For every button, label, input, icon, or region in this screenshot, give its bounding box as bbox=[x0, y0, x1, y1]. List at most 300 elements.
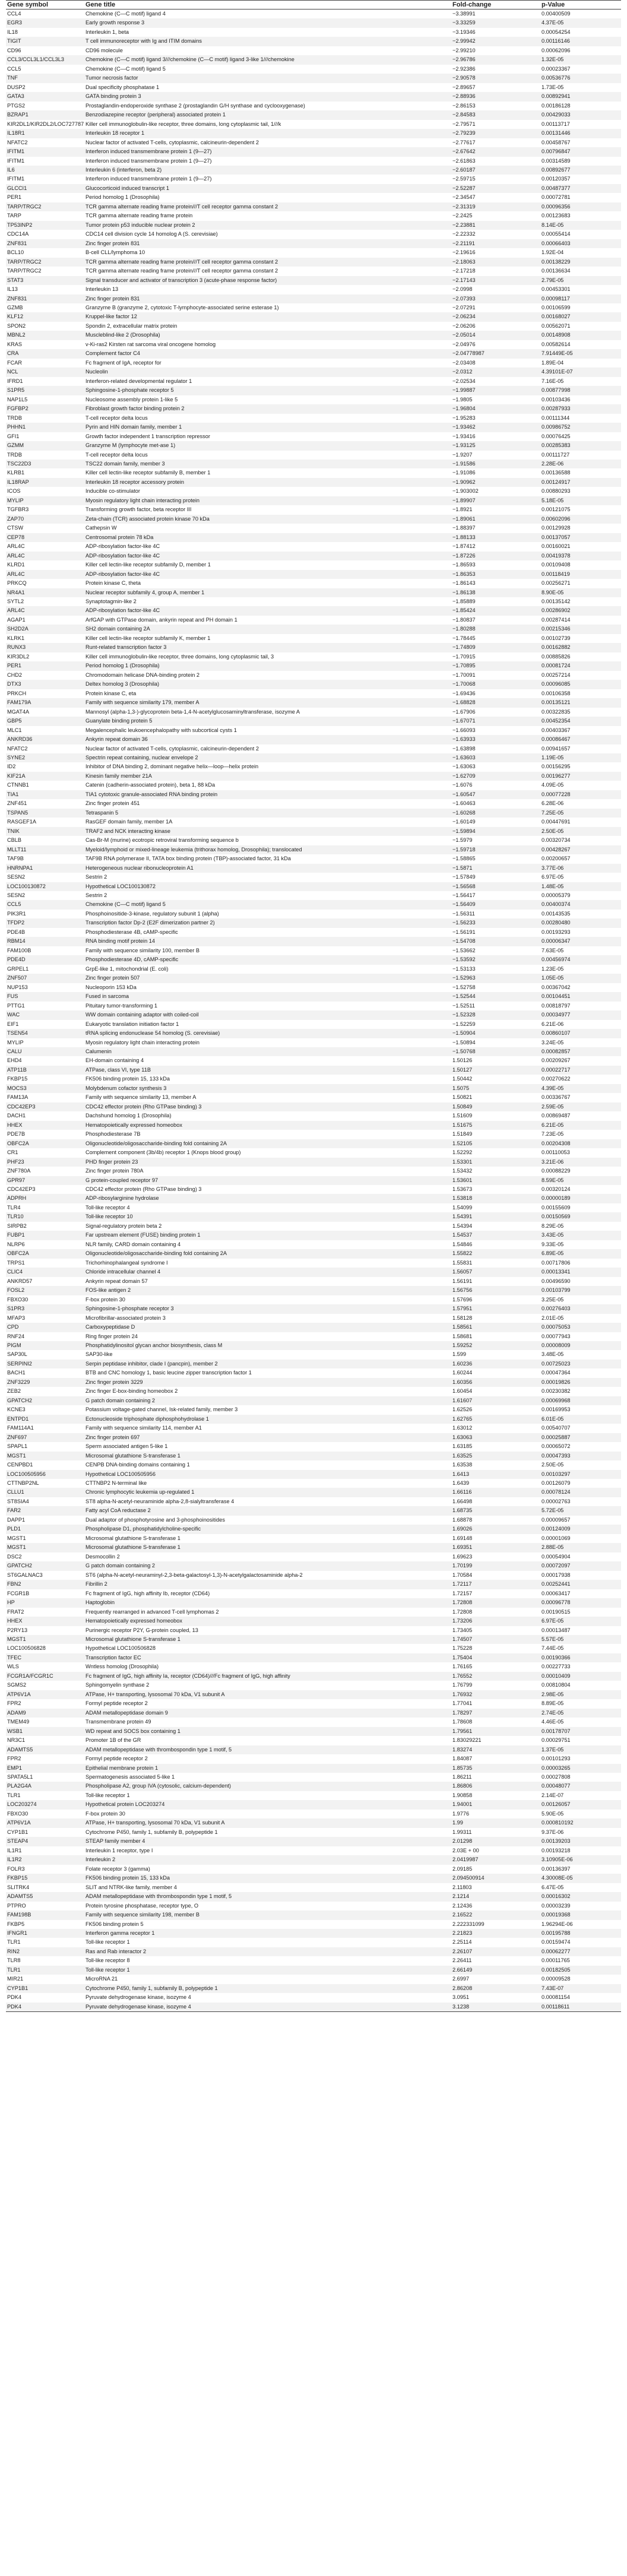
table-row bbox=[6, 1644, 621, 1653]
cell-gene-title: Chromodomain helicase DNA-binding protein 2 bbox=[86, 671, 200, 678]
cell-fold-change: −1.90962 bbox=[451, 478, 540, 487]
cell-p-value: 0.00029751 bbox=[542, 1737, 571, 1744]
table-row bbox=[6, 781, 621, 790]
cell-fold-change: −1.60547 bbox=[451, 790, 540, 799]
cell-gene-title: Calumenin bbox=[84, 1047, 451, 1056]
cell-gene-symbol: PDE4B bbox=[7, 929, 26, 935]
cell-fold-change: −1.85424 bbox=[451, 606, 540, 615]
table-row bbox=[6, 258, 621, 267]
cell-gene-title: Chloride intracellular channel 4 bbox=[84, 1268, 451, 1276]
table-row bbox=[6, 202, 621, 211]
cell-gene-symbol: ARL4C bbox=[6, 552, 84, 560]
table-row bbox=[6, 1212, 621, 1221]
table-row bbox=[6, 1222, 621, 1231]
cell-gene-title: MicroRNA 21 bbox=[86, 1976, 118, 1982]
cell-p-value: 1.92E-04 bbox=[542, 249, 564, 256]
cell-p-value: 8.14E-05 bbox=[540, 221, 621, 230]
table-row bbox=[6, 1259, 621, 1268]
cell-gene-symbol: IFITM1 bbox=[7, 157, 25, 164]
cell-p-value: 0.00200657 bbox=[542, 856, 571, 862]
cell-fold-change: 1.72808 bbox=[452, 1608, 473, 1615]
table-row bbox=[6, 9, 621, 19]
cell-gene-symbol: TFEC bbox=[6, 1653, 84, 1662]
cell-gene-symbol: ARL4C bbox=[7, 543, 25, 550]
table-row bbox=[6, 1865, 621, 1874]
cell-gene-title: ATPase, H+ transporting, lysosomal 70 kDa, V1 subunit A bbox=[84, 1690, 451, 1699]
table-row bbox=[6, 1194, 621, 1203]
cell-fold-change: −1.93462 bbox=[451, 423, 540, 432]
cell-fold-change: 1.56057 bbox=[451, 1268, 540, 1276]
cell-fold-change: 1.50442 bbox=[452, 1076, 473, 1082]
cell-gene-title: Toll-like receptor 1 bbox=[84, 1966, 451, 1975]
cell-gene-title: Period homolog 1 (Drosophila) bbox=[84, 661, 451, 670]
cell-gene-title: FOS-like antigen 2 bbox=[84, 1286, 451, 1295]
cell-fold-change: 2.66149 bbox=[451, 1966, 540, 1975]
cell-gene-title: Microsomal glutathione S-transferase 1 bbox=[86, 1535, 180, 1541]
table-row bbox=[6, 1736, 621, 1745]
cell-gene-title: Interferon gamma receptor 1 bbox=[84, 1929, 451, 1938]
cell-gene-symbol: FBN2 bbox=[6, 1580, 84, 1589]
cell-fold-change: 1.54846 bbox=[452, 1241, 473, 1247]
cell-gene-symbol: LOC203274 bbox=[6, 1800, 84, 1809]
cell-gene-symbol: EHD4 bbox=[7, 1057, 22, 1064]
cell-p-value: 0.00063417 bbox=[542, 1590, 571, 1596]
cell-gene-title: Transforming growth factor, beta receptor III bbox=[86, 506, 192, 513]
table-row bbox=[6, 1139, 621, 1148]
cell-p-value: 0.00429033 bbox=[540, 110, 621, 119]
cell-fold-change: −1.91086 bbox=[452, 470, 476, 476]
cell-fold-change: −1.52511 bbox=[452, 1002, 475, 1009]
cell-p-value: 0.00941657 bbox=[542, 745, 571, 752]
cell-fold-change: −1.70068 bbox=[451, 680, 540, 689]
cell-fold-change: 1.599 bbox=[452, 1351, 466, 1358]
cell-p-value: 0.00159474 bbox=[542, 1939, 571, 1946]
cell-gene-symbol: OBFC2A bbox=[6, 1139, 84, 1148]
table-row bbox=[6, 762, 621, 771]
table-row bbox=[6, 900, 621, 909]
cell-gene-title: Far upstream element (FUSE) binding protein 1 bbox=[84, 1231, 451, 1240]
cell-gene-title: Wntless homolog (Drosophila) bbox=[86, 1664, 159, 1670]
cell-gene-title: Sphingomyelin synthase 2 bbox=[86, 1682, 150, 1688]
cell-p-value: 0.00452354 bbox=[540, 717, 621, 725]
cell-gene-title: CENPB DNA-binding domains containing 1 bbox=[86, 1462, 190, 1468]
cell-fold-change: −1.63898 bbox=[452, 745, 476, 752]
cell-fold-change: −1.63063 bbox=[452, 763, 476, 770]
cell-fold-change: 2.03E + 00 bbox=[452, 1847, 479, 1853]
cell-gene-title: Myeloid/lymphoid or mixed-lineage leukemia (trithorax homolog, Drosophila); translocated bbox=[84, 845, 451, 854]
cell-gene-title: Megalencephalic leukoencephalopathy with subcortical cysts 1 bbox=[86, 727, 237, 733]
cell-gene-symbol: OBFC2A bbox=[6, 1249, 84, 1258]
cell-p-value: 0.00818797 bbox=[542, 1002, 571, 1009]
cell-gene-symbol: CTSW bbox=[7, 525, 24, 531]
cell-p-value: 3.48E-05 bbox=[542, 1351, 564, 1358]
cell-fold-change: −2.19616 bbox=[452, 249, 476, 256]
cell-gene-symbol: CTTNBP2NL bbox=[7, 1480, 39, 1486]
table-row bbox=[6, 1910, 621, 1919]
cell-p-value: 0.00013487 bbox=[542, 1627, 571, 1633]
cell-gene-symbol: PRKCQ bbox=[7, 580, 27, 587]
table-row bbox=[6, 1038, 621, 1047]
table-row bbox=[6, 55, 621, 64]
table-row bbox=[6, 451, 621, 460]
cell-fold-change: 1.63063 bbox=[451, 1433, 540, 1442]
cell-fold-change: −1.87226 bbox=[451, 552, 540, 560]
cell-gene-symbol: ATP11B bbox=[6, 1066, 84, 1075]
cell-gene-title: v-Ki-ras2 Kirsten rat sarcoma viral oncogene homolog bbox=[86, 341, 216, 347]
cell-p-value: 0.00725023 bbox=[540, 1360, 621, 1368]
cell-fold-change: −1.56409 bbox=[451, 900, 540, 909]
cell-gene-title: ADAM metallopeptidase with thrombospondin type 1 motif, 5 bbox=[84, 1745, 451, 1754]
cell-p-value: 0.00190366 bbox=[540, 1653, 621, 1662]
table-row bbox=[6, 423, 621, 432]
cell-gene-title: Desmocollin 2 bbox=[86, 1553, 120, 1560]
table-row bbox=[6, 1984, 621, 1993]
cell-gene-symbol: PHF23 bbox=[6, 1158, 84, 1167]
table-row bbox=[6, 404, 621, 413]
cell-p-value: 0.00096356 bbox=[540, 202, 621, 211]
table-row bbox=[6, 1240, 621, 1249]
cell-gene-title: Nucleoporin 153 kDa bbox=[86, 984, 137, 990]
cell-gene-title: Hematopoietically expressed homeobox bbox=[84, 1121, 451, 1130]
cell-gene-title: Family with sequence similarity 198, member B bbox=[84, 1910, 451, 1919]
cell-p-value: 2.50E-05 bbox=[540, 827, 621, 836]
cell-gene-title: ST8 alpha-N-acetyl-neuraminide alpha-2,8-sialyltransferase 4 bbox=[86, 1498, 235, 1504]
cell-gene-title: Hypothetical LOC100130872 bbox=[84, 882, 451, 891]
table-row bbox=[6, 772, 621, 781]
cell-p-value: 0.00054904 bbox=[542, 1553, 571, 1560]
table-row bbox=[6, 1727, 621, 1736]
table-row bbox=[6, 166, 621, 175]
cell-p-value: 0.00066403 bbox=[540, 239, 621, 248]
cell-gene-title: Zinc finger protein 451 bbox=[86, 800, 140, 807]
cell-p-value: 0.00135121 bbox=[540, 698, 621, 707]
cell-fold-change: −1.59718 bbox=[451, 845, 540, 854]
cell-fold-change: 1.83274 bbox=[451, 1745, 540, 1754]
cell-gene-symbol: ANKRD36 bbox=[6, 735, 84, 744]
table-row bbox=[6, 1360, 621, 1368]
cell-gene-title: Hypothetical LOC100506828 bbox=[86, 1645, 156, 1652]
cell-gene-title: CD96 molecule bbox=[86, 47, 123, 53]
cell-gene-title: Interferon induced transmembrane protein 1 (9—27) bbox=[84, 147, 451, 156]
cell-gene-title: FK506 binding protein 15, 133 kDa bbox=[84, 1874, 451, 1883]
cell-fold-change: −1.8921 bbox=[452, 506, 473, 513]
cell-fold-change: −2.99942 bbox=[451, 37, 540, 46]
cell-gene-symbol: NUP153 bbox=[7, 984, 28, 990]
cell-p-value: 0.00111344 bbox=[542, 414, 570, 421]
cell-p-value: 0.00447691 bbox=[542, 819, 571, 825]
table-row bbox=[6, 661, 621, 670]
cell-gene-symbol: PER1 bbox=[7, 194, 22, 201]
cell-p-value: 0.00230382 bbox=[542, 1388, 571, 1395]
cell-p-value: 7.23E-05 bbox=[542, 1131, 564, 1138]
cell-gene-symbol: SIRPB2 bbox=[7, 1222, 27, 1229]
cell-fold-change: 1.61607 bbox=[451, 1396, 540, 1405]
cell-gene-symbol: ST8SIA4 bbox=[7, 1498, 29, 1504]
cell-gene-symbol: MFAP3 bbox=[7, 1314, 26, 1321]
cell-gene-title: Chronic lymphocytic leukemia up-regulated 1 bbox=[84, 1488, 451, 1497]
cell-p-value: 0.00048077 bbox=[540, 1782, 621, 1791]
cell-p-value: 0.00002763 bbox=[542, 1498, 571, 1504]
cell-gene-title: Phospholipase A2, group IVA (cytosolic, calcium-dependent) bbox=[84, 1782, 451, 1791]
cell-gene-symbol: TLR1 bbox=[7, 1939, 21, 1946]
cell-p-value: 6.21E-06 bbox=[542, 1021, 564, 1027]
table-row bbox=[6, 1892, 621, 1901]
cell-gene-symbol: HHEX bbox=[6, 1617, 84, 1626]
table-row bbox=[6, 937, 621, 946]
table-row bbox=[6, 37, 621, 46]
cell-gene-title: ST6 (alpha-N-acetyl-neuraminyl-2,3-beta-galactosyl-1,3)-N-acetylgalactosaminide alpha-2 bbox=[86, 1571, 303, 1578]
cell-fold-change: 1.58128 bbox=[452, 1314, 473, 1321]
table-row bbox=[6, 1332, 621, 1341]
cell-p-value: 0.00131446 bbox=[540, 129, 621, 138]
table-row bbox=[6, 552, 621, 560]
cell-fold-change: 3.1238 bbox=[451, 2003, 540, 2012]
cell-fold-change: −2.18063 bbox=[451, 258, 540, 267]
cell-gene-symbol: TRDB bbox=[7, 451, 23, 458]
cell-gene-symbol: FCGR1B bbox=[7, 1590, 30, 1596]
table-row bbox=[6, 1754, 621, 1763]
table-row bbox=[6, 395, 621, 404]
table-row bbox=[6, 533, 621, 542]
table-row bbox=[6, 946, 621, 955]
cell-gene-symbol: CENPBD1 bbox=[7, 1462, 33, 1468]
table-row bbox=[6, 312, 621, 321]
cell-gene-title: Granzyme B (granzyme 2, cytotoxic T-lymphocyte-associated serine esterase 1) bbox=[86, 305, 279, 310]
table-row bbox=[6, 992, 621, 1001]
table-row bbox=[6, 2003, 621, 2012]
cell-fold-change: −1.56311 bbox=[452, 910, 475, 917]
cell-gene-title: Myosin regulatory light chain interacting protein bbox=[86, 1039, 200, 1045]
cell-fold-change: −2.67642 bbox=[451, 147, 540, 156]
cell-fold-change: −2.0312 bbox=[451, 367, 540, 376]
cell-gene-symbol: FUBP1 bbox=[6, 1231, 84, 1240]
table-row bbox=[6, 955, 621, 964]
cell-gene-symbol: PHHN1 bbox=[6, 423, 84, 432]
cell-p-value: 1.96294E-06 bbox=[542, 1921, 573, 1927]
cell-p-value: 0.00496590 bbox=[542, 1278, 571, 1284]
cell-gene-symbol: MYLIP bbox=[6, 496, 84, 505]
table-row bbox=[6, 560, 621, 569]
table-row bbox=[6, 65, 621, 74]
cell-gene-symbol: ZNF780A bbox=[7, 1168, 31, 1174]
cell-gene-symbol: TRPS1 bbox=[7, 1259, 25, 1266]
cell-gene-title: Zinc finger protein 507 bbox=[84, 974, 451, 983]
cell-gene-title: BTB and CNC homology 1, basic leucine zipper transcription factor 1 bbox=[86, 1370, 252, 1376]
table-row bbox=[6, 1277, 621, 1286]
cell-gene-symbol: WLS bbox=[7, 1664, 19, 1670]
cell-gene-symbol: PTTG1 bbox=[7, 1002, 25, 1009]
cell-p-value: 0.00178707 bbox=[540, 1727, 621, 1736]
table-row bbox=[6, 147, 621, 156]
table-row bbox=[6, 1709, 621, 1718]
cell-fold-change: −2.04778987 bbox=[451, 349, 540, 358]
cell-p-value: 1.89E-04 bbox=[542, 359, 564, 366]
cell-gene-title: Killer cell lectin-like receptor subfamily D, member 1 bbox=[86, 562, 211, 568]
cell-p-value: 0.00022717 bbox=[540, 1066, 621, 1075]
cell-gene-symbol: GPATCH2 bbox=[6, 1396, 84, 1405]
cell-p-value: 0.00034977 bbox=[540, 1010, 621, 1019]
cell-p-value: 0.00124009 bbox=[540, 1525, 621, 1533]
cell-p-value: 0.00717806 bbox=[542, 1259, 571, 1266]
cell-p-value: 0.00135142 bbox=[542, 598, 571, 604]
cell-gene-symbol: ADAM9 bbox=[6, 1709, 84, 1718]
cell-p-value: 0.00160021 bbox=[542, 543, 571, 550]
cell-gene-symbol: WSB1 bbox=[6, 1727, 84, 1736]
cell-fold-change: −1.86143 bbox=[452, 580, 476, 587]
cell-gene-title: Interleukin 13 bbox=[86, 286, 119, 293]
cell-gene-title: Phosphatidylinositol glycan anchor biosynthesis, class M bbox=[84, 1341, 451, 1350]
cell-p-value: 0.00227733 bbox=[542, 1664, 571, 1670]
cell-p-value: 0.00116146 bbox=[540, 37, 621, 46]
cell-gene-title: ADP-ribosylation factor-like 4C bbox=[84, 606, 451, 615]
cell-gene-symbol: FPR2 bbox=[7, 1700, 21, 1707]
table-row bbox=[6, 267, 621, 275]
cell-fold-change: −1.63603 bbox=[451, 753, 540, 762]
cell-fold-change: −1.9805 bbox=[452, 396, 473, 403]
table-row bbox=[6, 1341, 621, 1350]
cell-p-value: 7.25E-05 bbox=[540, 809, 621, 818]
cell-p-value: 0.00336767 bbox=[542, 1094, 571, 1101]
cell-gene-title: Mannosyl (alpha-1,3-)-glycoprotein beta-1,4-N-acetylglucosaminyltransferase, isozyme A bbox=[86, 708, 300, 715]
cell-gene-symbol: SPON2 bbox=[7, 322, 26, 329]
cell-p-value: 0.00885826 bbox=[542, 653, 571, 660]
cell-fold-change: −2.07393 bbox=[451, 294, 540, 303]
cell-gene-title: Killer cell immunoglobulin-like receptor, three domains, long cytoplasmic tail, 3 bbox=[86, 653, 274, 660]
cell-p-value: 0.00209267 bbox=[542, 1057, 571, 1064]
cell-fold-change: −2.88936 bbox=[451, 92, 540, 101]
table-row bbox=[6, 1745, 621, 1754]
table-row bbox=[6, 294, 621, 303]
cell-p-value: 5.90E-05 bbox=[542, 1810, 564, 1817]
cell-p-value: 0.00110053 bbox=[542, 1149, 570, 1156]
cell-gene-symbol: PIK3R1 bbox=[7, 910, 26, 917]
cell-gene-symbol: GBP5 bbox=[6, 717, 84, 725]
table-row bbox=[6, 46, 621, 55]
table-row bbox=[6, 928, 621, 937]
cell-p-value: 0.00196277 bbox=[540, 772, 621, 781]
cell-p-value: 0.00062277 bbox=[540, 1947, 621, 1956]
cell-gene-symbol: HP bbox=[6, 1598, 84, 1607]
cell-gene-title: Zinc finger protein 831 bbox=[84, 239, 451, 248]
cell-gene-title: Period homolog 1 (Drosophila) bbox=[86, 194, 160, 201]
cell-gene-title: Interleukin 6 (interferon, beta 2) bbox=[84, 166, 451, 175]
cell-gene-title: Cas-Br-M (murine) ecotropic retroviral transforming sequence b bbox=[86, 837, 239, 844]
cell-fold-change: −1.68828 bbox=[451, 698, 540, 707]
cell-fold-change: −2.90578 bbox=[451, 74, 540, 83]
cell-gene-symbol: CR1 bbox=[7, 1149, 18, 1156]
table-row bbox=[6, 239, 621, 248]
cell-fold-change: −1.53592 bbox=[451, 955, 540, 964]
cell-p-value: 0.00880293 bbox=[542, 488, 571, 495]
cell-fold-change: 1.62526 bbox=[452, 1406, 473, 1413]
cell-gene-symbol: CEP78 bbox=[6, 533, 84, 542]
cell-gene-title: TCR gamma alternate reading frame protein bbox=[86, 213, 193, 219]
table-row bbox=[6, 1405, 621, 1414]
cell-fold-change: 1.73405 bbox=[452, 1627, 473, 1633]
cell-fold-change: 3.0951 bbox=[452, 1994, 470, 2001]
table-row bbox=[6, 1782, 621, 1791]
cell-gene-title: Cytochrome P450, family 1, subfamily B, polypeptide 1 bbox=[84, 1984, 451, 1993]
cell-p-value: 0.00124917 bbox=[540, 478, 621, 487]
cell-gene-symbol: MGST1 bbox=[7, 1535, 26, 1541]
cell-gene-symbol: GZMB bbox=[7, 305, 23, 310]
cell-p-value: 0.00062096 bbox=[542, 47, 571, 53]
cell-gene-symbol: SPATA5L1 bbox=[7, 1774, 33, 1780]
cell-gene-title: FK506 binding protein 5 bbox=[86, 1921, 144, 1927]
cell-p-value: 0.00150569 bbox=[540, 1212, 621, 1221]
cell-fold-change: −1.56417 bbox=[452, 892, 476, 898]
cell-gene-title: B-cell CLL/lymphoma 10 bbox=[86, 249, 145, 256]
table-row bbox=[6, 891, 621, 900]
cell-fold-change: −2.03408 bbox=[452, 359, 476, 366]
cell-gene-symbol: KCNE3 bbox=[7, 1406, 26, 1413]
table-row bbox=[6, 854, 621, 863]
cell-p-value: 0.00017938 bbox=[542, 1571, 571, 1578]
cell-fold-change: −2.86153 bbox=[452, 102, 476, 109]
cell-gene-symbol: TFDP2 bbox=[6, 918, 84, 927]
cell-fold-change: 1.74507 bbox=[451, 1635, 540, 1644]
table-row bbox=[6, 1810, 621, 1818]
table-row bbox=[6, 487, 621, 496]
table-row bbox=[6, 367, 621, 376]
cell-gene-symbol: ARL4C bbox=[6, 570, 84, 579]
cell-gene-symbol: IL6 bbox=[6, 166, 84, 175]
cell-gene-title: TIA1 cytotoxic granule-associated RNA binding protein bbox=[84, 790, 451, 799]
cell-gene-symbol: DSC2 bbox=[7, 1553, 22, 1560]
cell-p-value: 5.18E-05 bbox=[540, 496, 621, 505]
cell-gene-symbol: FCAR bbox=[7, 359, 23, 366]
cell-fold-change: 1.57696 bbox=[452, 1296, 473, 1303]
cell-fold-change: 1.84087 bbox=[452, 1756, 473, 1762]
cell-fold-change: 1.63538 bbox=[452, 1462, 473, 1468]
cell-gene-title: Hypothetical protein LOC203274 bbox=[84, 1800, 451, 1809]
table-row bbox=[6, 1231, 621, 1240]
cell-gene-title: Toll-like receptor 4 bbox=[86, 1204, 130, 1211]
cell-gene-symbol: CCL5 bbox=[7, 65, 21, 72]
cell-gene-symbol: FGFBP2 bbox=[6, 404, 84, 413]
cell-p-value: 0.00136397 bbox=[542, 1865, 571, 1872]
cell-fold-change: 1.53601 bbox=[451, 1176, 540, 1185]
cell-p-value: 0.00003239 bbox=[542, 1902, 571, 1909]
cell-gene-title: Tumor protein p53 inducible nuclear protein 2 bbox=[84, 221, 451, 230]
cell-fold-change: 1.86211 bbox=[452, 1774, 472, 1780]
cell-gene-symbol: CCL3/CCL3L1/CCL3L3 bbox=[6, 55, 84, 64]
cell-fold-change: 1.63525 bbox=[451, 1452, 540, 1460]
cell-fold-change: −2.0998 bbox=[452, 286, 473, 293]
table-row bbox=[6, 1295, 621, 1304]
cell-fold-change: 1.70199 bbox=[451, 1561, 540, 1570]
cell-gene-title: SH2 domain containing 2A bbox=[84, 625, 451, 633]
cell-gene-symbol: SESN2 bbox=[7, 892, 26, 898]
cell-fold-change: −1.80288 bbox=[451, 625, 540, 633]
cell-gene-symbol: NAP1L5 bbox=[7, 396, 28, 403]
cell-fold-change: −1.88397 bbox=[452, 525, 476, 531]
cell-gene-title: ATPase, H+ transporting, lysosomal 70 kDa, V1 subunit A bbox=[84, 1818, 451, 1827]
cell-fold-change: 2.01298 bbox=[451, 1837, 540, 1846]
cell-fold-change: −1.50904 bbox=[451, 1029, 540, 1038]
table-row bbox=[6, 799, 621, 808]
cell-gene-symbol: NLRP6 bbox=[7, 1241, 25, 1247]
cell-p-value: 0.00082857 bbox=[540, 1047, 621, 1056]
cell-p-value: 2.28E-06 bbox=[540, 460, 621, 468]
cell-p-value: 1.23E-05 bbox=[542, 965, 564, 972]
cell-fold-change: 1.53673 bbox=[452, 1186, 473, 1192]
table-row bbox=[6, 1800, 621, 1809]
cell-fold-change: 1.50849 bbox=[451, 1102, 540, 1111]
cell-gene-symbol: NCL bbox=[6, 367, 84, 376]
cell-gene-symbol: IL18 bbox=[7, 28, 18, 35]
cell-gene-symbol: KLRD1 bbox=[7, 562, 25, 568]
